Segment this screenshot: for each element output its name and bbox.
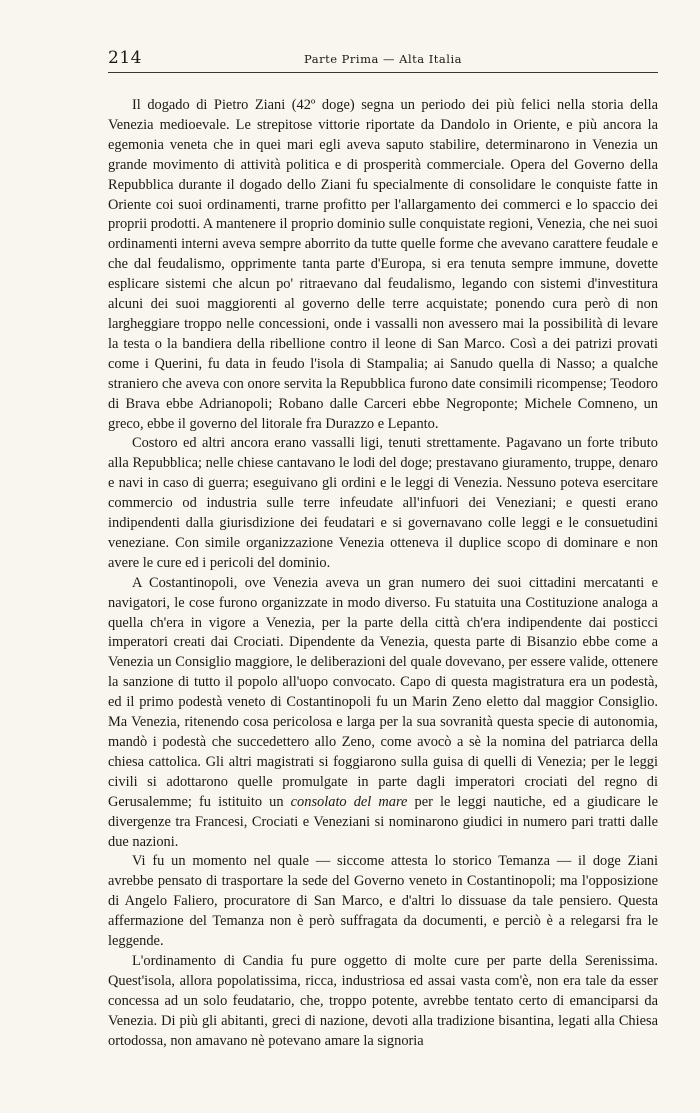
paragraph-3-text-after: per le leggi nautiche, ed a giudicare le divergenze tra Francesi, Crociati e Veneziani si nominarono giudici in numero pari tratti dalle due nazioni. [108,793,658,850]
body-text [108,96,658,1052]
page-number: 214 [108,48,142,68]
paragraph-5: L'ordinamento di Candia fu pure oggetto di molte cure per parte della Serenissima. Quest'isola, allora popolatissima, ricca, industriosa ed assai vasta com'è, non era tale da esser concessa ad un solo feudatario, che, troppo potente, avrebbe tentato certo di emanciparsi da Venezia. Di più gli abitanti, greci di nazione, devoti alla tradizione bisantina, legati alla Chiesa ortodossa, non amavano nè potevano amare la signoria [108,952,658,1049]
paragraph-1: Il dogado di Pietro Ziani (42º doge) segna un periodo dei più felici nella storia della Venezia medioevale. Le strepitose vittorie riportate da Dandolo in Oriente, e più ancora la egemonia veneta che in quei mari egli aveva saputo stabilire, determinarono in Venezia un grande movimento di attività politica e di prosperità commerciale. Opera del Governo della Repubblica durante il dogado dello Ziani fu specialmente di consolidare le conquiste fatte in Oriente coi suoi ordinamenti, trarne profitto per l'allargamento dei commerci e lo spaccio dei proprii prodotti. A mantenere il proprio dominio sulle conquistate regioni, Venezia, che nei suoi ordinamenti interni aveva sempre aborrito da tutte quelle forme che avevano carattere feudale e che dal feudalismo, opprimente tanta parte d'Europa, si era tenuta sempre immune, dovette esplicare sistemi che alcun po' ritraevano dal feudalismo, legando con sistemi d'investitura alcuni dei suoi maggiorenti al governo delle terre acquistate; ponendo cura però di non largheggiare troppo nelle concessioni, onde i vassalli non avessero mai la possibilità di levare la testa o la bandiera della ribellione contro il leone di San Marco. Così a dei patrizi provati come i Querini, fu data in feudo l'isola di Stampalia; ai Sanudo quella di Nasso; a qualche straniero che aveva con onore servita la Repubblica furono date consimili ricompense; Teodoro di Brava ebbe Adrianopoli; Robano dalle Carceri ebbe Negroponte; Michele Comneno, un greco, ebbe il governo del litorale fra Durazzo e Lepanto. [108,97,658,432]
page-header [108,46,658,73]
paragraph-4: Vi fu un momento nel quale — siccome attesta lo storico Temanza — il doge Ziani avrebbe pensato di trasportare la sede del Governo veneto in Costantinopoli; ma l'opposizione di Angelo Faliero, procuratore di San Marco, e d'altri lo dissuase da tale pensiero. Questa affermazione del Temanza non è però suffragata da documenti, e perciò è a relegarsi fra le leggende. [108,853,658,950]
consolato-del-mare-italic: consolato del mare [290,793,408,810]
paragraph-3-text: A Costantinopoli, ove Venezia aveva un gran numero dei suoi cittadini mercatanti e navigatori, le cose furono organizzate in modo diverso. Fu statuita una Costituzione analoga a quella ch'era in vigore a Venezia, per la parte della città ch'era indipendente dai posticci imperatori creati dai Crociati. Dipendente da Venezia, questa parte di Bisanzio ebbe come a Venezia un Consiglio maggiore, le deliberazioni del quale dovevano, per essere valide, ottenere la sanzione di tutto il popolo all'uopo convocato. Capo di questa magistratura era un podestà, ed il primo podestà veneto di Costantinopoli fu un Marin Zeno eletto dal maggior Consiglio. Ma Venezia, ritenendo cosa pericolosa e larga per la sua sovranità questa specie di autonomia, mandò i podestà che succedettero allo Zeno, come avocò a sè la nomina del patriarca della chiesa cattolica. Gli altri magistrati si foggiarono sulla guisa di quelli di Venezia; per le leggi civili si adottarono quelle promulgate in parte dagli imperatori crociati del regno di Gerusalemme; fu istituito un [108,574,658,810]
running-title: Parte Prima — Alta Italia [304,52,462,66]
paragraph-2: Costoro ed altri ancora erano vassalli ligi, tenuti strettamente. Pagavano un forte tributo alla Repubblica; nelle chiese cantavano le lodi del doge; prestavano giuramento, truppe, denaro e navi in caso di guerra; eseguivano gli ordini e le leggi di Venezia. Nessuno poteva esercitare commercio od industria sulle terre infeudate all'infuori dei Veneziani; e questi erano indipendenti dalla giurisdizione dei feudatari e si governavano colle leggi e le consuetudini veneziane. Con simile organizzazione Venezia otteneva il duplice scopo di dominare e non avere le cure ed i pericoli del dominio. [108,435,658,571]
paragraph-3 [108,574,658,853]
